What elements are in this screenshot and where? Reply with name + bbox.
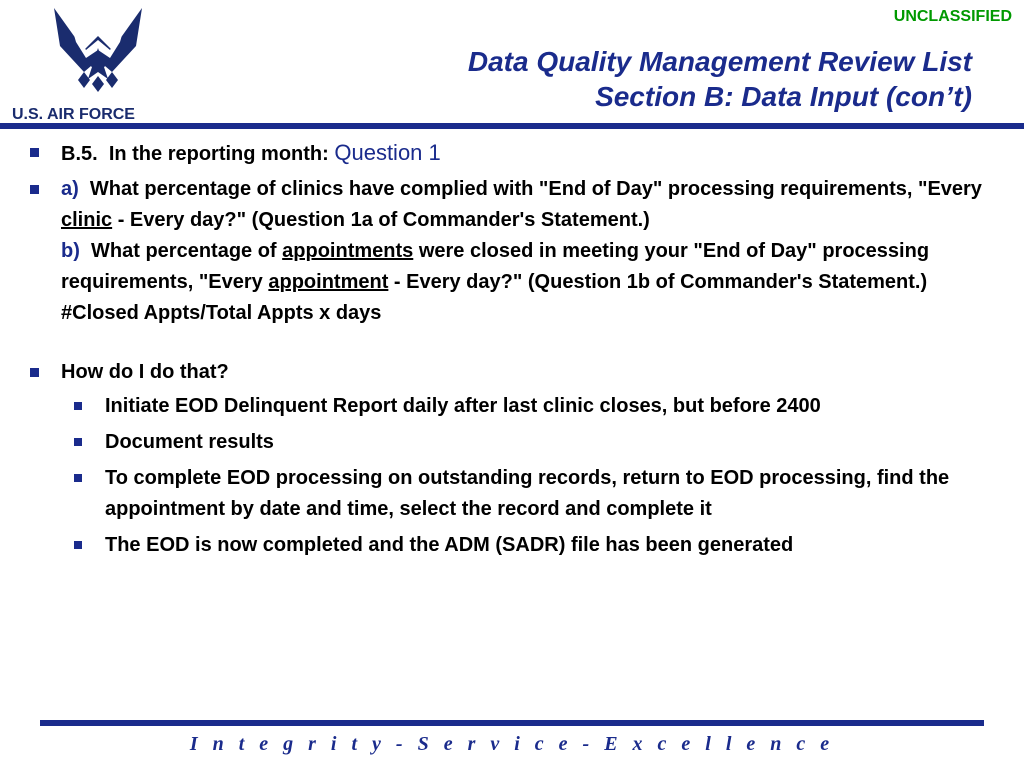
part-b-text-2: were closed in meeting your "End of Day" processing requirements, "Every — [61, 240, 930, 293]
part-a-text-2: - Every day?" (Question 1a of Commander's Statement.) — [112, 209, 650, 231]
part-b-label: b) — [61, 240, 80, 262]
part-a-underline-clinic: clinic — [61, 209, 113, 231]
part-a-label: a) — [61, 178, 79, 200]
bullet-question-parts — [26, 174, 1000, 329]
title-line-1: Data Quality Management Review List — [467, 46, 972, 77]
slide-title — [468, 44, 972, 114]
part-b-underline-appointment: appointment — [268, 271, 389, 293]
section-intro: In the reporting month: — [108, 143, 329, 165]
question-label: Question 1 — [334, 140, 441, 165]
part-b-text-1: What percentage of — [91, 240, 283, 262]
step-item: Document results — [26, 427, 1000, 458]
bullet-section-b5 — [26, 137, 1000, 170]
part-b-text-3: - Every day?" (Question 1b of Commander's Statement.) #Closed Appts/Total Appts x days — [61, 271, 928, 324]
classification-label: UNCLASSIFIED — [893, 8, 1012, 25]
section-id: B.5. — [61, 143, 98, 165]
footer-divider — [40, 720, 984, 726]
title-line-2: Section B: Data Input (con’t) — [595, 81, 972, 112]
step-item: Initiate EOD Delinquent Report daily after last clinic closes, but before 2400 — [26, 391, 1000, 422]
title-divider — [0, 123, 1024, 129]
footer-motto: I n t e g r i t y - S e r v i c e - E x c e l l e n c e — [189, 733, 835, 755]
air-force-logo — [12, 6, 182, 126]
logo-text: U.S. AIR FORCE — [12, 106, 135, 123]
step-item: To complete EOD processing on outstanding records, return to EOD processing, find the appointment by date and time, select the record and complete it — [26, 463, 1000, 525]
step-item: The EOD is now completed and the ADM (SADR) file has been generated — [26, 530, 1000, 561]
bullet-how-heading: How do I do that? — [26, 357, 1000, 388]
air-force-wings-icon — [50, 6, 146, 100]
slide-content — [26, 137, 1000, 561]
part-b-underline-appointments: appointments — [282, 240, 414, 262]
part-a-text-1: What percentage of clinics have complied with "End of Day" processing requirements, "Every — [89, 178, 982, 200]
